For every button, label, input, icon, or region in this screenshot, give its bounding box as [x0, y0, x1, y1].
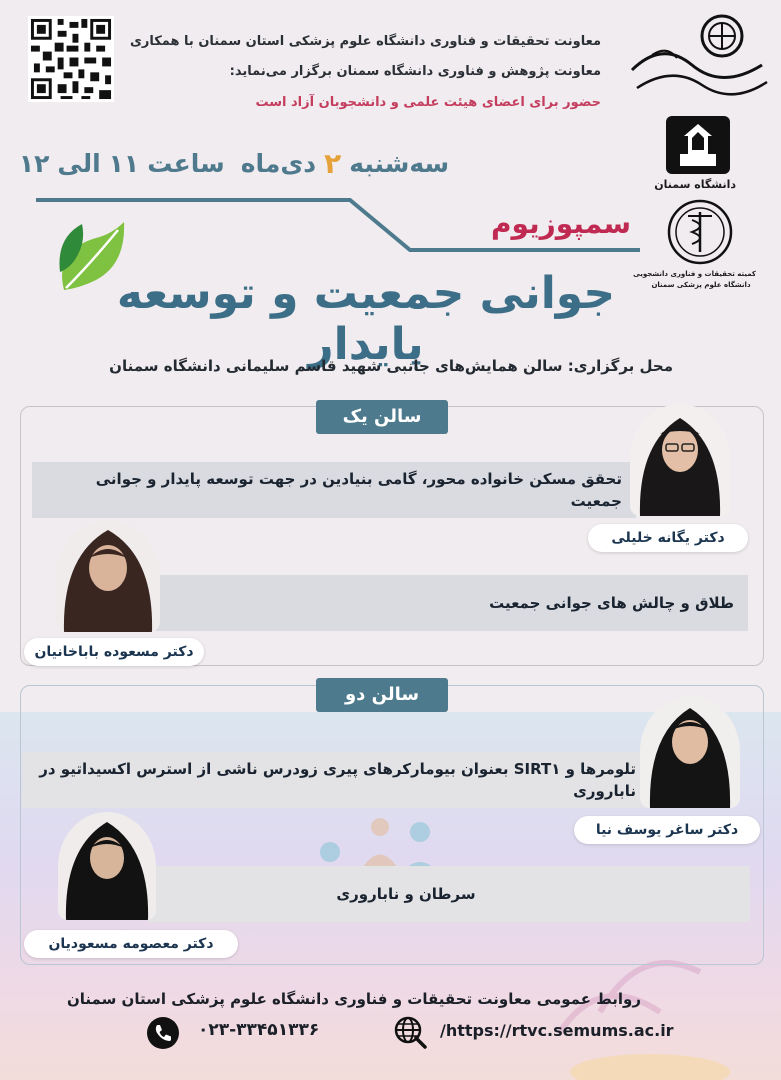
hall-two-label: سالن دو: [316, 678, 448, 712]
speaker-photo-masoudian: [58, 812, 156, 920]
committee-caption-2: دانشگاه علوم پزشکی سمنان: [651, 281, 751, 289]
speaker-name-khalili: دکتر یگانه خلیلی: [588, 524, 748, 552]
footer-phone[interactable]: ۰۲۳-۳۳۴۵۱۳۳۶: [198, 1020, 320, 1040]
event-time-label: ساعت: [147, 148, 225, 178]
event-time-to-word: الی: [57, 148, 101, 178]
organizer-line-1: معاونت تحقیقات و فناوری دانشگاه علوم پزشکی استان سمنان با همکاری: [129, 34, 601, 49]
semnan-university-logo: [662, 114, 734, 176]
speaker-name-masoudian: دکتر معصومه مسعودیان: [24, 930, 238, 958]
hall-two-talk-2: سرطان و ناباروری: [148, 866, 750, 922]
medical-university-logo: [622, 10, 772, 110]
event-day-number: ۲: [324, 146, 342, 180]
organizer-line-2: معاونت پژوهش و فناوری دانشگاه سمنان برگزار می‌نماید:: [229, 64, 601, 79]
event-day: سه‌شنبه: [349, 148, 450, 178]
speaker-name-yousefnia: دکتر ساغر یوسف نیا: [574, 816, 760, 844]
event-time-to: ۱۲: [18, 148, 50, 178]
committee-caption-1: کمیته تحقیقات و فناوری دانشجویی: [633, 270, 756, 278]
footer-organizer: روابط عمومی معاونت تحقیقات و فناوری دانشگاه علوم پزشکی استان سمنان: [66, 990, 641, 1008]
semnan-university-caption: دانشگاه سمنان: [654, 178, 736, 191]
phone-icon[interactable]: [146, 1016, 180, 1050]
speaker-photo-khalili: [630, 404, 730, 516]
hall-one-talk-1: تحقق مسکن خانواده محور، گامی بنیادین در جهت توسعه پایدار و جوانی جمعیت: [32, 462, 636, 518]
event-time-from: ۱۱: [108, 148, 140, 178]
attendance-note: حضور برای اعضای هیئت علمی و دانشجوبان آزاد است: [255, 95, 601, 110]
speaker-photo-yousefnia: [640, 696, 740, 808]
speaker-name-babakhanian: دکتر مسعوده باباخانیان: [24, 638, 204, 666]
event-venue: محل برگزاری: سالن همایش‌های جانبی شهید قاسم سلیمانی دانشگاه سمنان: [109, 357, 673, 375]
event-title: جوانی جمعیت و توسعه پایدار: [116, 268, 616, 370]
footer-url[interactable]: /https://rtvc.semums.ac.ir: [440, 1021, 674, 1040]
globe-icon[interactable]: [392, 1014, 428, 1050]
hall-two-talk-1: تلومرها و SIRT۱ بعنوان بیومارکرهای پیری زودرس ناشی از استرس اکسیداتیو در ناباروری: [22, 752, 650, 808]
event-month: دی‌ماه: [240, 148, 317, 178]
hall-one-label: سالن یک: [316, 400, 448, 434]
event-type: سمپوزیوم: [491, 207, 631, 240]
hall-one-talk-2: طلاق و چالش های جوانی جمعیت: [150, 575, 748, 631]
qr-code[interactable]: [28, 16, 114, 102]
event-date-time: [18, 140, 450, 186]
speaker-photo-babakhanian: [56, 520, 160, 632]
